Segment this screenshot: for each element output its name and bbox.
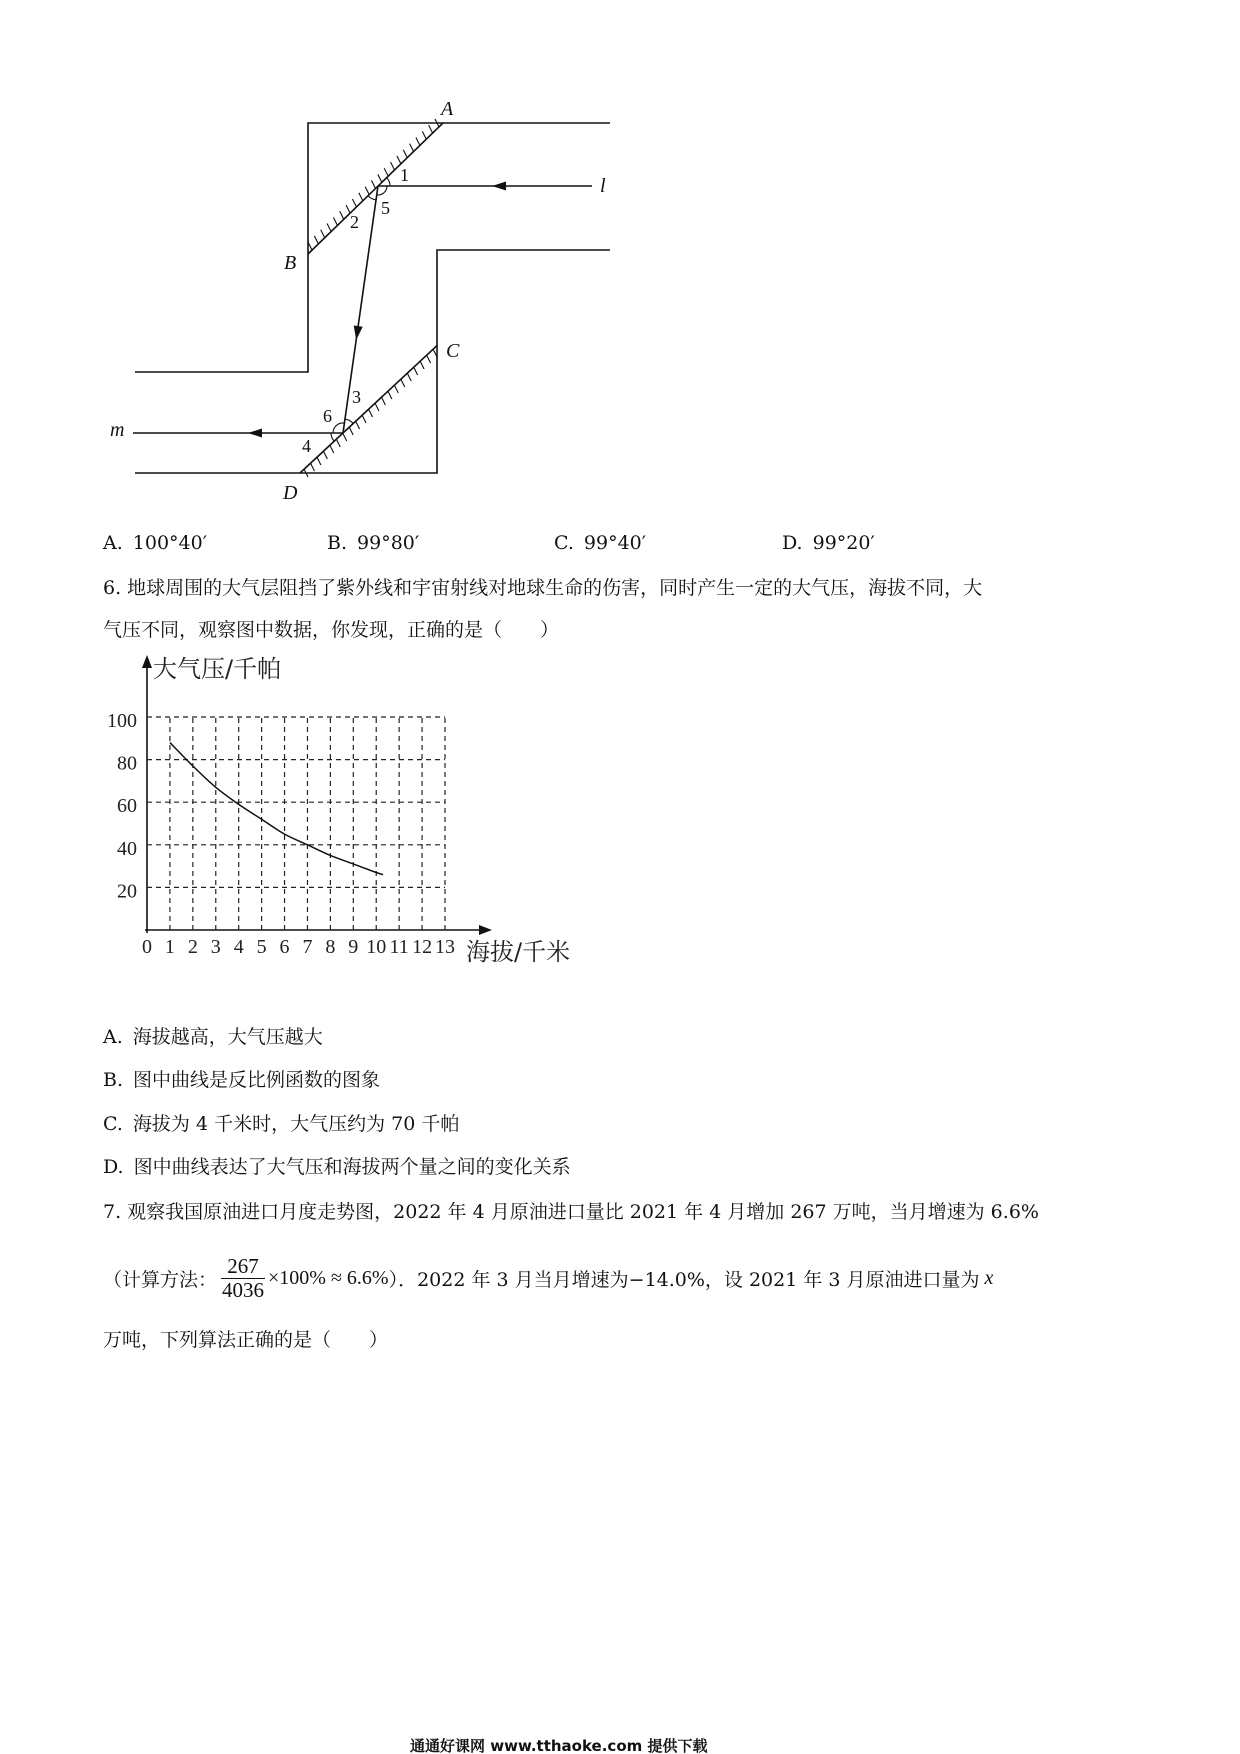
option-text: 图中曲线是反比例函数的图象	[133, 1069, 381, 1091]
option-text: 99°80′	[357, 532, 420, 554]
q5-option-d	[782, 532, 875, 554]
mirror-ab-hatch	[391, 162, 395, 170]
option-letter: C.	[103, 1113, 123, 1135]
option-letter: A.	[103, 532, 123, 554]
option-letter: B.	[103, 1069, 124, 1091]
x-tick-label: 10	[366, 936, 387, 958]
mirror-cd-hatch	[317, 457, 321, 465]
angle-label-4: 4	[302, 436, 311, 456]
angle-3-arc	[345, 419, 353, 423]
y-tick-label: 60	[117, 795, 137, 818]
x-tick-label: 13	[435, 936, 455, 958]
q6-option-b	[103, 1069, 380, 1091]
mirror-ab-hatch	[327, 224, 331, 232]
pressure-altitude-chart	[107, 655, 570, 966]
y-tick-label: 100	[107, 710, 137, 732]
q5-option-a	[103, 532, 207, 554]
q7-stem-line-3: 万吨，下列算法正确的是（ ）	[103, 1329, 389, 1351]
mirror-ab-hatch	[410, 144, 414, 152]
mirror-ab-hatch	[340, 211, 344, 219]
option-letter: C.	[554, 532, 574, 554]
angle-label-2: 2	[350, 212, 359, 232]
mirror-ab-hatch	[422, 131, 426, 139]
mirror-cd-hatch	[369, 409, 373, 417]
point-label-b: B	[284, 252, 297, 274]
q5-option-c	[554, 532, 646, 554]
pressure-curve	[170, 743, 383, 875]
fraction-numerator: 267	[227, 1253, 259, 1278]
x-tick-label: 8	[325, 936, 336, 958]
mirror-cd-hatch	[407, 373, 411, 381]
mirror-ab-hatch	[365, 187, 369, 195]
option-text: 图中曲线表达了大气压和海拔两个量之间的变化关系	[133, 1156, 571, 1178]
question-stem: 观察我国原油进口月度走势图，2022 年 4 月原油进口量比 2021 年 4 月增加 267 万吨，当月增速为 6.6%	[127, 1201, 1039, 1223]
x-tick-label: 0	[142, 936, 152, 958]
mirror-ab-hatch	[372, 181, 376, 189]
question-number: 6.	[103, 577, 122, 599]
q6-option-a	[103, 1026, 323, 1048]
q6-option-c	[103, 1113, 459, 1135]
y-tick-label: 40	[117, 837, 137, 860]
option-letter: B.	[327, 532, 348, 554]
mirror-cd-hatch	[427, 355, 431, 363]
option-letter: A.	[103, 1026, 123, 1048]
periscope-diagram	[110, 98, 610, 504]
point-label-c: C	[446, 340, 460, 362]
ray-l-arrow	[492, 182, 506, 191]
mirror-cd-hatch	[388, 391, 392, 399]
mirror-cd-hatch	[356, 421, 360, 429]
mirror-ab-hatch	[359, 193, 363, 201]
mirror-ab-hatch	[378, 174, 382, 182]
option-text: 99°40′	[583, 532, 647, 554]
fraction-denominator: 4036	[222, 1277, 265, 1302]
outer-wall	[135, 123, 610, 372]
mirror-cd-hatch	[414, 367, 418, 375]
point-label-a: A	[441, 98, 454, 120]
mirror-cd-hatch	[336, 439, 340, 447]
option-letter: D.	[782, 532, 803, 554]
mirror-cd-hatch	[349, 427, 353, 435]
x-tick-label: 6	[279, 936, 290, 958]
x-tick-label: 3	[210, 936, 221, 958]
ray-label-m: m	[110, 419, 125, 441]
y-tick-label: 20	[117, 880, 137, 903]
x-tick-label: 1	[164, 936, 175, 958]
inner-wall	[135, 250, 610, 473]
x-tick-label: 5	[256, 936, 267, 958]
page-footer: 通通好课网 www.tthaoke.com 提供下载	[410, 1737, 708, 1754]
x-tick-label: 12	[412, 936, 433, 958]
option-text: 海拔为 4 千米时，大气压约为 70 千帕	[132, 1113, 460, 1135]
point-label-d: D	[283, 482, 298, 504]
mirror-ab-hatch	[416, 137, 420, 145]
mirror-cd-hatch	[394, 385, 398, 393]
calc-expression: ×100% ≈ 6.6%	[268, 1266, 389, 1289]
mirror-cd-hatch	[420, 361, 424, 369]
mirror-cd-hatch	[330, 445, 334, 453]
mirror-ab-hatch	[314, 236, 318, 244]
angle-label-3: 3	[352, 387, 361, 407]
y-axis-arrow	[142, 655, 152, 668]
y-axis-title: 大气压/千帕	[153, 655, 282, 683]
q7-stem-line-1	[103, 1201, 1039, 1223]
mirror-ab-hatch	[384, 168, 388, 176]
q7-stem-line-2	[103, 1254, 993, 1302]
x-axis-arrow	[479, 925, 492, 935]
ray-m-arrow	[248, 429, 262, 438]
angle-2-arc	[368, 196, 376, 200]
q5-option-b	[327, 532, 419, 554]
option-letter: D.	[103, 1156, 124, 1178]
calc-prefix: （计算方法：	[103, 1268, 218, 1291]
ray-label-l: l	[600, 175, 606, 197]
mirror-cd-hatch	[375, 403, 379, 411]
question-stem: 地球周围的大气层阻挡了紫外线和宇宙射线对地球生命的伤害，同时产生一定的大气压，海拔不同，大	[127, 577, 983, 599]
mirror-cd-hatch	[323, 451, 327, 459]
reflected-ray-arrow	[354, 326, 363, 341]
mirror-ab-hatch	[352, 199, 356, 207]
q6-stem-line-2: 气压不同，观察图中数据，你发现，正确的是（ ）	[103, 619, 560, 641]
question-number: 7.	[103, 1201, 122, 1223]
angle-1-arc	[387, 178, 390, 186]
mirror-cd-hatch	[310, 463, 314, 471]
q6-option-d	[103, 1156, 571, 1178]
x-axis-title: 海拔/千米	[466, 938, 571, 966]
x-tick-label: 2	[187, 936, 198, 958]
variable-x: x	[984, 1266, 994, 1289]
angle-4-arc	[331, 433, 334, 441]
mirror-ab-hatch	[397, 156, 401, 164]
mirror-cd-hatch	[362, 415, 366, 423]
x-tick-label: 11	[389, 936, 409, 958]
q6-stem-line-1	[103, 577, 982, 599]
angle-label-5: 5	[381, 198, 390, 218]
mirror-ab-hatch	[429, 125, 433, 133]
x-tick-label: 9	[348, 936, 359, 958]
mirror-cd-hatch	[343, 433, 347, 441]
angle-label-6: 6	[323, 406, 332, 426]
option-text: 海拔越高，大气压越大	[132, 1026, 323, 1048]
mirror-ab-hatch	[333, 217, 337, 225]
mirror-ab-hatch	[321, 230, 325, 238]
fraction	[221, 1255, 265, 1302]
mirror-cd-hatch	[401, 379, 405, 387]
line2-text: ）．2022 年 3 月当月增速为−14.0%，设 2021 年 3 月原油进口量为	[388, 1268, 980, 1291]
x-tick-label: 7	[302, 936, 313, 958]
option-text: 100°40′	[132, 532, 208, 554]
mirror-cd-hatch	[381, 397, 385, 405]
x-tick-label: 4	[233, 936, 244, 958]
angle-label-1: 1	[400, 165, 409, 185]
y-tick-label: 80	[117, 752, 137, 775]
mirror-ab-hatch	[403, 150, 407, 158]
option-text: 99°20′	[812, 532, 875, 554]
